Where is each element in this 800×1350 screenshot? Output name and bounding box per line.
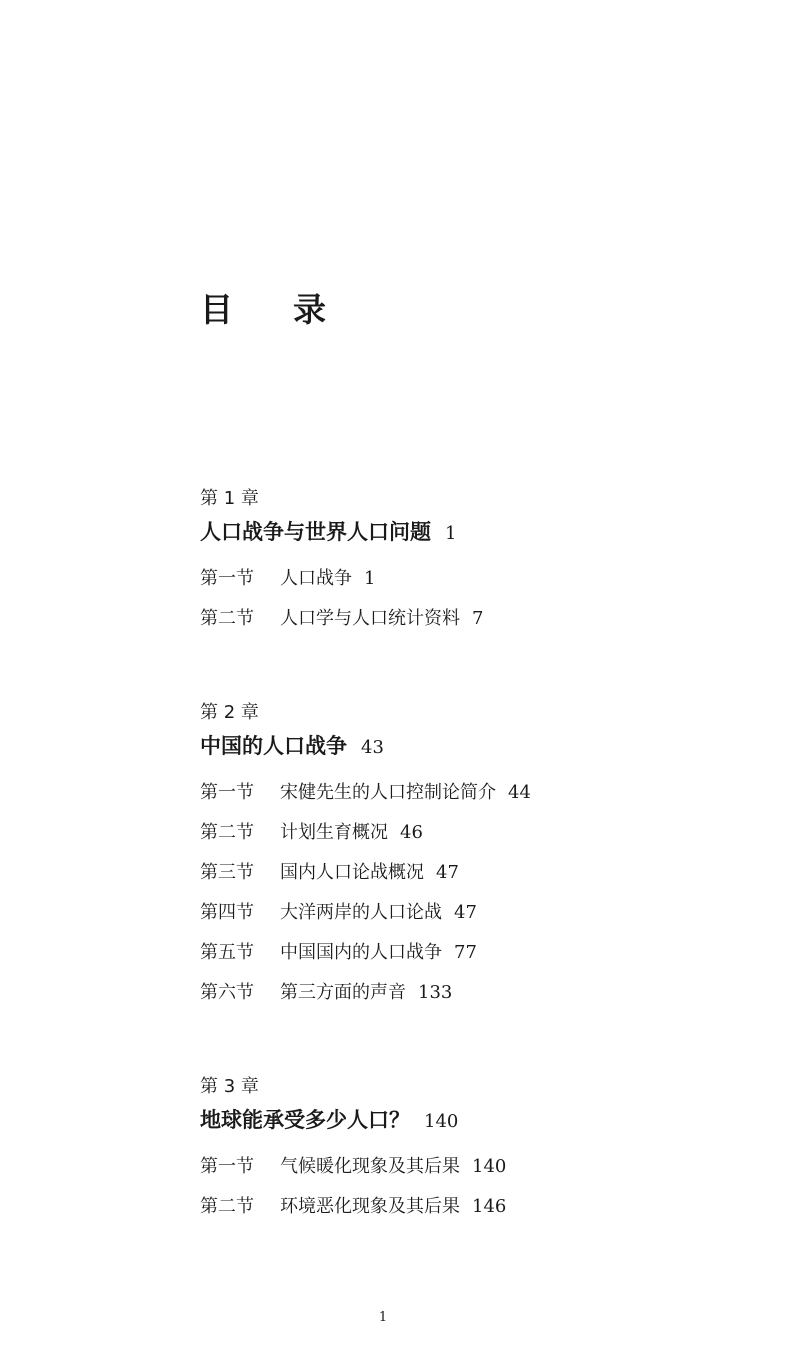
section-title: 中国国内的人口战争 <box>280 942 442 963</box>
chapter-title-text: 中国的人口战争 <box>200 734 347 758</box>
section-entry[interactable] <box>200 813 760 853</box>
chapter-label: 第 1 章 <box>200 488 259 509</box>
section-list <box>200 1147 760 1227</box>
section-title: 国内人口论战概况 <box>280 862 424 883</box>
chapter-title-text: 人口战争与世界人口问题 <box>200 520 431 544</box>
chapter-page-number: 43 <box>361 737 384 758</box>
section-title: 人口学与人口统计资料 <box>280 608 460 629</box>
section-number: 第四节 <box>200 902 254 923</box>
chapter-title[interactable] <box>200 1106 760 1134</box>
section-title: 计划生育概况 <box>280 822 388 843</box>
section-number: 第三节 <box>200 862 254 883</box>
section-number: 第二节 <box>200 1196 254 1217</box>
section-page-number: 47 <box>436 862 459 883</box>
chapter-1 <box>200 488 760 639</box>
section-list <box>200 773 760 1013</box>
chapter-label: 第 3 章 <box>200 1076 259 1097</box>
section-entry[interactable] <box>200 893 760 933</box>
section-entry[interactable] <box>200 599 760 639</box>
section-title: 环境恶化现象及其后果 <box>280 1196 460 1217</box>
section-entry[interactable] <box>200 773 760 813</box>
section-number: 第五节 <box>200 942 254 963</box>
section-page-number: 47 <box>454 902 477 923</box>
section-page-number: 140 <box>472 1156 507 1177</box>
section-number: 第二节 <box>200 608 254 629</box>
section-number: 第六节 <box>200 982 254 1003</box>
section-entry[interactable] <box>200 973 760 1013</box>
section-entry[interactable] <box>200 933 760 973</box>
section-page-number: 133 <box>418 982 453 1003</box>
chapter-title[interactable] <box>200 518 760 546</box>
page-title-part2: 录 <box>293 290 326 329</box>
section-page-number: 1 <box>364 568 376 589</box>
section-title: 第三方面的声音 <box>280 982 406 1003</box>
section-page-number: 46 <box>400 822 423 843</box>
section-entry[interactable] <box>200 1187 760 1227</box>
section-title: 宋健先生的人口控制论简介 <box>280 782 496 803</box>
section-number: 第一节 <box>200 1156 254 1177</box>
chapter-2 <box>200 702 760 1013</box>
section-list <box>200 559 760 639</box>
section-entry[interactable] <box>200 853 760 893</box>
section-title: 气候暖化现象及其后果 <box>280 1156 460 1177</box>
section-title: 人口战争 <box>280 568 352 589</box>
chapter-title-text: 地球能承受多少人口？ <box>200 1108 410 1132</box>
folio-page-number: 1 <box>378 1310 388 1325</box>
chapter-page-number: 1 <box>445 523 457 544</box>
section-title: 大洋两岸的人口论战 <box>280 902 442 923</box>
section-entry[interactable] <box>200 1147 760 1187</box>
section-number: 第二节 <box>200 822 254 843</box>
chapter-title[interactable] <box>200 732 760 760</box>
chapter-label: 第 2 章 <box>200 702 259 723</box>
section-page-number: 146 <box>472 1196 507 1217</box>
chapter-page-number: 140 <box>424 1111 459 1132</box>
section-page-number: 44 <box>508 782 531 803</box>
page-title <box>200 284 326 331</box>
chapter-3 <box>200 1076 760 1227</box>
section-page-number: 7 <box>472 608 484 629</box>
section-entry[interactable] <box>200 559 760 599</box>
section-page-number: 77 <box>454 942 477 963</box>
section-number: 第一节 <box>200 782 254 803</box>
section-number: 第一节 <box>200 568 254 589</box>
page-title-part1: 目 <box>200 290 233 329</box>
